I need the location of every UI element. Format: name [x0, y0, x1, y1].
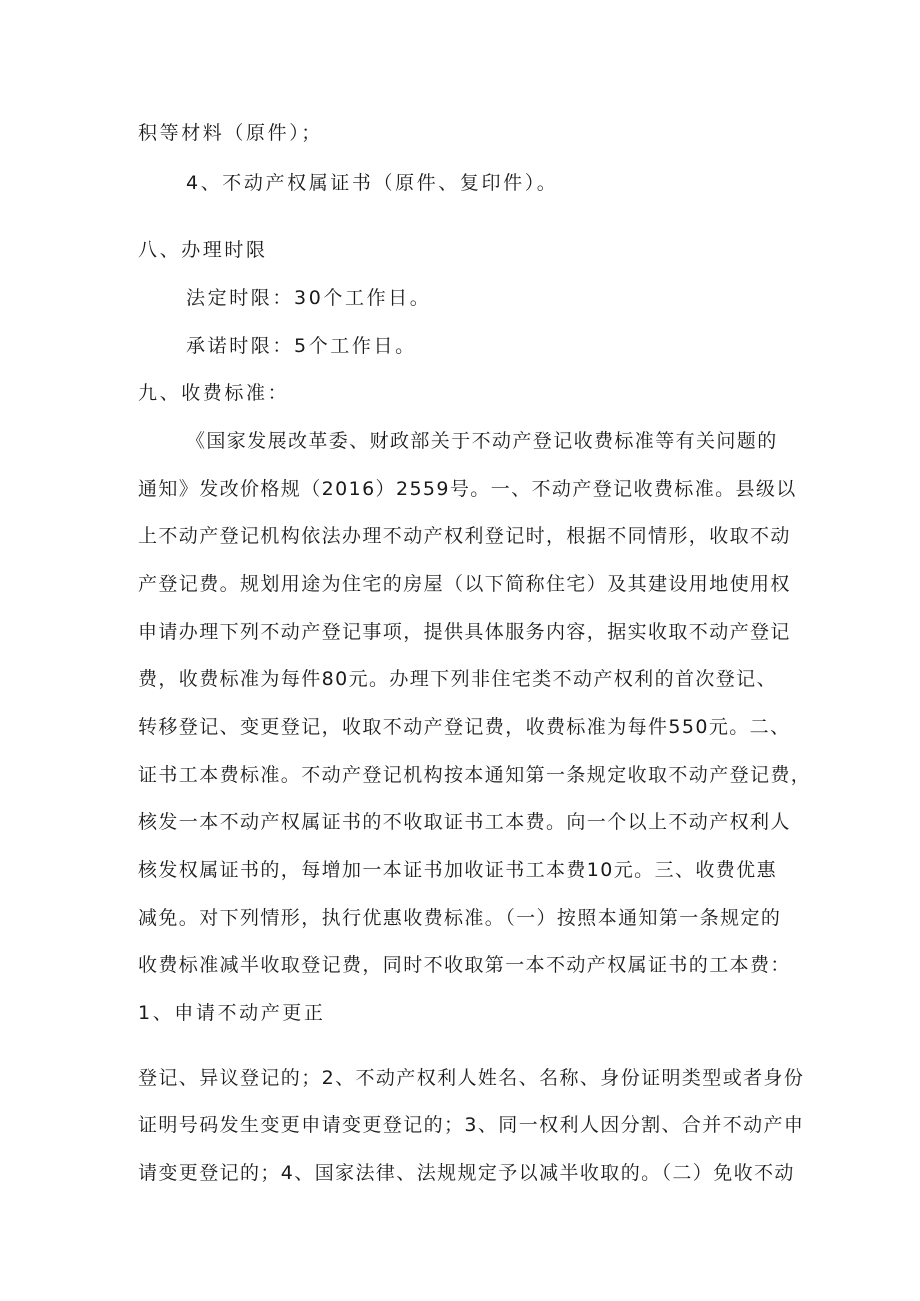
section-heading-9: 九、收费标准：: [138, 382, 290, 404]
doc-line-7: 《国家发展改革委、财政部关于不动产登记收费标准等有关问题的: [186, 430, 778, 452]
legal-time-limit: 法定时限：30个工作日。: [186, 287, 432, 309]
doc-line-14: 证书工本费标准。不动产登记机构按本通知第一条规定收取不动产登记费，: [138, 764, 812, 786]
doc-line-15: 核发一本不动产权属证书的不收取证书工本费。向一个以上不动产权利人: [138, 811, 791, 833]
doc-line-12: 费，收费标准为每件80元。办理下列非住宅类不动产权利的首次登记、: [138, 668, 777, 690]
doc-line-11: 申请办理下列不动产登记事项，提供具体服务内容，据实收取不动产登记: [138, 621, 791, 643]
doc-line-22: 请变更登记的；4、国家法律、法规规定予以减半收取的。（二）免收不动: [138, 1162, 795, 1184]
promised-time-limit: 承诺时限：5个工作日。: [186, 335, 417, 357]
doc-line-20: 登记、异议登记的；2、不动产权利人姓名、名称、身份证明类型或者身份: [138, 1067, 805, 1089]
doc-line-17: 减免。对下列情形，执行优惠收费标准。（一）按照本通知第一条规定的: [138, 907, 782, 929]
doc-line-18: 收费标准减半收取登记费，同时不收取第一本不动产权属证书的工本费：: [138, 954, 791, 976]
doc-line-10: 产登记费。规划用途为住宅的房屋（以下简称住宅）及其建设用地使用权: [138, 573, 791, 595]
doc-line-9: 上不动产登记机构依法办理不动产权利登记时，根据不同情形，收取不动: [138, 525, 791, 547]
doc-line-2: 4、不动产权属证书（原件、复印件）。: [186, 172, 559, 194]
doc-line-16: 核发权属证书的，每增加一本证书加收证书工本费10元。三、收费优惠: [138, 859, 777, 881]
doc-line-21: 证明号码发生变更申请变更登记的；3、同一权利人因分割、合并不动产申: [138, 1114, 805, 1136]
doc-line-1: 积等材料（原件）；: [138, 122, 323, 144]
doc-line-13: 转移登记、变更登记，收取不动产登记费，收费标准为每件550元。二、: [138, 716, 791, 738]
section-heading-8: 八、办理时限: [138, 239, 268, 261]
doc-line-19: 1、申请不动产更正: [138, 1002, 326, 1024]
doc-line-8: 通知》发改价格规（2016）2559号。一、不动产登记收费标准。县级以: [138, 478, 797, 500]
